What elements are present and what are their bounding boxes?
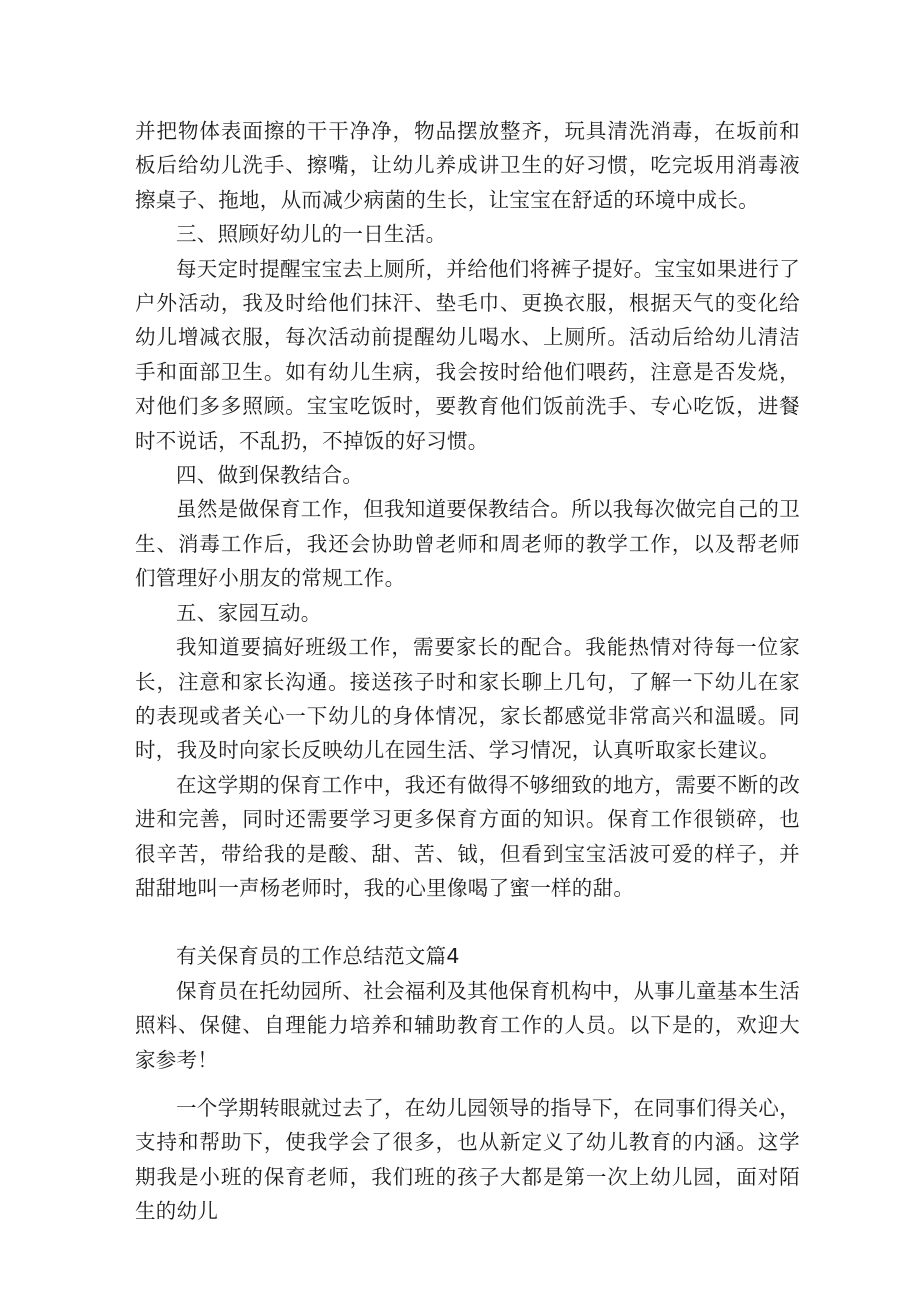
- paragraph-daily-life: 每天定时提醒宝宝去上厕所，并给他们将裤子提好。宝宝如果进行了户外活动，我及时给他们抹汗、垫毛巾、更换衣服，根据天气的变化给幼儿增减衣服，每次活动前提醒幼儿喝水、上厕所。活动后给幼儿清洁手和面部卫生。如有幼儿生病，我会按时给他们喂药，注意是否发烧，对他们多多照顾。宝宝吃饭时，要教育他们饭前洗手、专心吃饭，进餐时不说话，不乱扔，不掉饭的好习惯。: [135, 256, 800, 453]
- article-title: 有关保育员的工作总结范文篇4: [176, 944, 460, 969]
- section-heading-daily-life: 三、照顾好幼儿的一日生活。: [176, 222, 447, 247]
- paragraph-care-education: 虽然是做保育工作，但我知道要保教结合。所以我每次做完自己的卫生、消毒工作后，我还会协助曾老师和周老师的教学工作，以及帮老师们管理好小朋友的常规工作。: [135, 497, 800, 591]
- paragraph-reflection: 在这学期的保育工作中，我还有做得不够细致的地方，需要不断的改进和完善，同时还需要学习更多保育方面的知识。保育工作很锁碎，也很辛苦，带给我的是酸、甜、苦、钺，但看到宝宝活波可爱的样子，并甜甜地叫一声杨老师时，我的心里像喝了蜜一样的甜。: [135, 772, 800, 900]
- paragraph-semester-start: 一个学期转眼就过去了，在幼儿园领导的指导下，在同事们得关心，支持和帮助下，使我学会了很多，也从新定义了幼儿教育的内涵。这学期我是小班的保育老师，我们班的孩子大都是第一次上幼儿园，面对陌生的幼儿: [135, 1095, 800, 1224]
- paragraph-home-school: 我知道要搞好班级工作，需要家长的配合。我能热情对待每一位家长，注意和家长沟通。接送孩子时和家长聊上几句，了解一下幼儿在家的表现或者关心一下幼儿的身体情况，家长都感觉非常高兴和温暖。同时，我及时向家长反映幼儿在园生活、学习情况，认真听取家长建议。: [135, 635, 800, 763]
- section-heading-care-education: 四、做到保教结合。: [176, 463, 364, 488]
- paragraph-introduction: 保育员在托幼园所、社会福利及其他保育机构中，从事儿童基本生活照料、保健、自理能力培养和辅助教育工作的人员。以下是的，欢迎大家参考！: [135, 978, 800, 1072]
- section-heading-home-school: 五、家园互动。: [176, 600, 322, 625]
- paragraph-cleaning-continued: 并把物体表面擦的干干净净，物品摆放整齐，玩具清洗消毒，在坂前和板后给幼儿洗手、擦嘴，让幼儿养成讲卫生的好习惯，吃完坂用消毒液擦桌子、拖地，从而减少病菌的生长，让宝宝在舒适的环境中成长。: [135, 119, 800, 212]
- document-body: [135, 114, 800, 1229]
